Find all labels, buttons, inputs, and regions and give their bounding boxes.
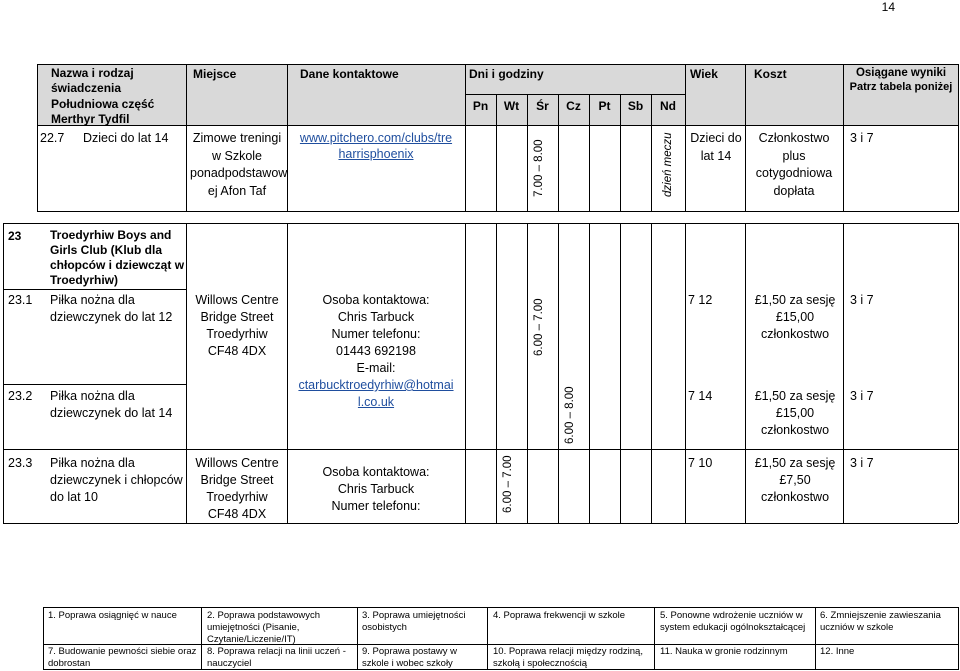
row-23-1-contact-line-5: E-mail:	[356, 361, 396, 375]
row-23-1-place: Willows Centre Bridge Street Troedyrhiw CF48 4DX	[195, 293, 279, 358]
row-22-7-number: 22.7	[40, 131, 65, 145]
row-23-3-place: Willows Centre Bridge Street Troedyrhiw CF48 4DX	[195, 456, 279, 521]
day-fri: Pt	[598, 99, 611, 113]
row-23-2-name: Piłka nożna dla dziewczynek do lat 14	[50, 389, 173, 420]
day-tue: Wt	[503, 99, 520, 113]
row-23-1-contact-line-2: Chris Tarbuck	[337, 310, 415, 324]
header-results-sub: Patrz tabela poniżej	[849, 81, 953, 93]
row-23-2-age: 7 14	[688, 389, 713, 403]
row-23-2-results: 3 i 7	[850, 389, 874, 403]
row-22-7-place: Zimowe treningi w Szkole ponadpodstawow ej Afon Taf	[190, 131, 288, 198]
legend-item-9: 9. Poprawa postawy w szkole i wobec szkoły	[362, 646, 458, 669]
row-23-2-hours: 6.00 – 8.00	[564, 386, 576, 444]
row-23-3-results: 3 i 7	[850, 456, 874, 470]
row-23-1-contact	[290, 292, 462, 411]
row-22-7-age: Dzieci do lat 14	[690, 131, 742, 163]
legend-item-11: 11. Nauka w gronie rodzinnym	[660, 646, 788, 657]
row-23-3-hours: 6.00 – 7.00	[502, 455, 514, 513]
header-region: Południowa część	[51, 97, 155, 111]
legend-item-8: 8. Poprawa relacji na linii uczeń - nauczyciel	[207, 646, 346, 669]
row-23-3-contact-line-2: Chris Tarbuck	[337, 482, 415, 496]
legend-item-5: 5. Ponowne wdrożenie uczniów w system edukacji ogólnokształcącej	[660, 610, 806, 633]
row-23-1-name: Piłka nożna dla dziewczynek do lat 12	[50, 293, 173, 324]
row-23-2-cost: £1,50 za sesję £15,00 członkostwo	[754, 389, 836, 437]
legend-item-7: 7. Budowanie pewności siebie oraz dobrostan	[48, 646, 197, 669]
row-23-1-age: 7 12	[688, 293, 713, 307]
row-23-1-results: 3 i 7	[850, 293, 874, 307]
row-22-7-match-day: dzień meczu	[662, 132, 674, 197]
row-22-7-link[interactable]: www.pitchero.com/clubs/tre harrisphoenix	[299, 131, 453, 161]
day-sat: Sb	[627, 99, 644, 113]
day-sun: Nd	[660, 99, 676, 113]
legend-item-1: 1. Poprawa osiągnięć w nauce	[48, 610, 177, 621]
row-22-7-name: Dzieci do lat 14	[83, 131, 169, 145]
legend-item-6: 6. Zmniejszenie zawieszania uczniów w szkole	[820, 610, 941, 633]
header-results: Osiągane wyniki	[855, 67, 947, 79]
header-days-hours: Dni i godziny	[469, 67, 544, 81]
section-23-number: 23	[8, 229, 22, 243]
header-place: Miejsce	[193, 67, 237, 81]
header-contact: Dane kontaktowe	[300, 67, 399, 81]
section-23-name: Troedyrhiw Boys and Girls Club (Klub dla chłopców i dziewcząt w Troedyrhiw)	[50, 228, 185, 287]
header-subregion: Merthyr Tydfil	[51, 112, 130, 126]
page-number: 14	[881, 0, 895, 14]
header-age: Wiek	[690, 67, 718, 81]
row-22-7-results: 3 i 7	[850, 131, 874, 145]
row-23-1-hours: 6.00 – 7.00	[533, 298, 545, 356]
row-23-3-contact-line-3: Numer telefonu:	[331, 499, 421, 513]
row-23-1-email-link[interactable]: ctarbucktroedyrhiw@hotmai l.co.uk	[298, 378, 454, 409]
legend-item-4: 4. Poprawa frekwencji w szkole	[493, 610, 625, 621]
legend-item-3: 3. Poprawa umiejętności osobistych	[362, 610, 466, 633]
header-cost: Koszt	[754, 67, 787, 81]
row-23-1-number: 23.1	[8, 293, 33, 307]
row-23-2-number: 23.2	[8, 389, 33, 403]
header-name-title: Nazwa i rodzaj świadczenia	[51, 66, 134, 95]
day-thu: Cz	[566, 99, 581, 113]
row-23-1-contact-line-1: Osoba kontaktowa:	[322, 293, 430, 307]
row-23-3-cost: £1,50 za sesję £7,50 członkostwo	[754, 456, 836, 504]
row-23-1-cost: £1,50 za sesję £15,00 członkostwo	[754, 293, 836, 341]
row-23-1-contact-line-4: 01443 692198	[336, 344, 416, 358]
legend-item-12: 12. Inne	[820, 646, 855, 657]
legend-item-2: 2. Poprawa podstawowych umiejętności (Pisanie, Czytanie/Liczenie/IT)	[207, 610, 321, 645]
row-23-3-name: Piłka nożna dla dziewczynek i chłopców do lat 10	[50, 456, 183, 504]
day-wed: Śr	[536, 99, 549, 113]
row-22-7-hours: 7.00 – 8.00	[533, 139, 545, 197]
row-23-1-contact-line-3: Numer telefonu:	[331, 327, 421, 341]
row-23-3-age: 7 10	[688, 456, 713, 470]
row-23-3-contact	[290, 464, 462, 515]
row-23-3-number: 23.3	[8, 456, 33, 470]
legend-item-10: 10. Poprawa relacji między rodziną, szkołą i społecznością	[493, 646, 643, 669]
row-22-7-cost: Członkostwo plus cotygodniowa dopłata	[755, 131, 833, 198]
day-mon: Pn	[472, 99, 489, 113]
row-23-3-contact-line-1: Osoba kontaktowa:	[322, 465, 430, 479]
